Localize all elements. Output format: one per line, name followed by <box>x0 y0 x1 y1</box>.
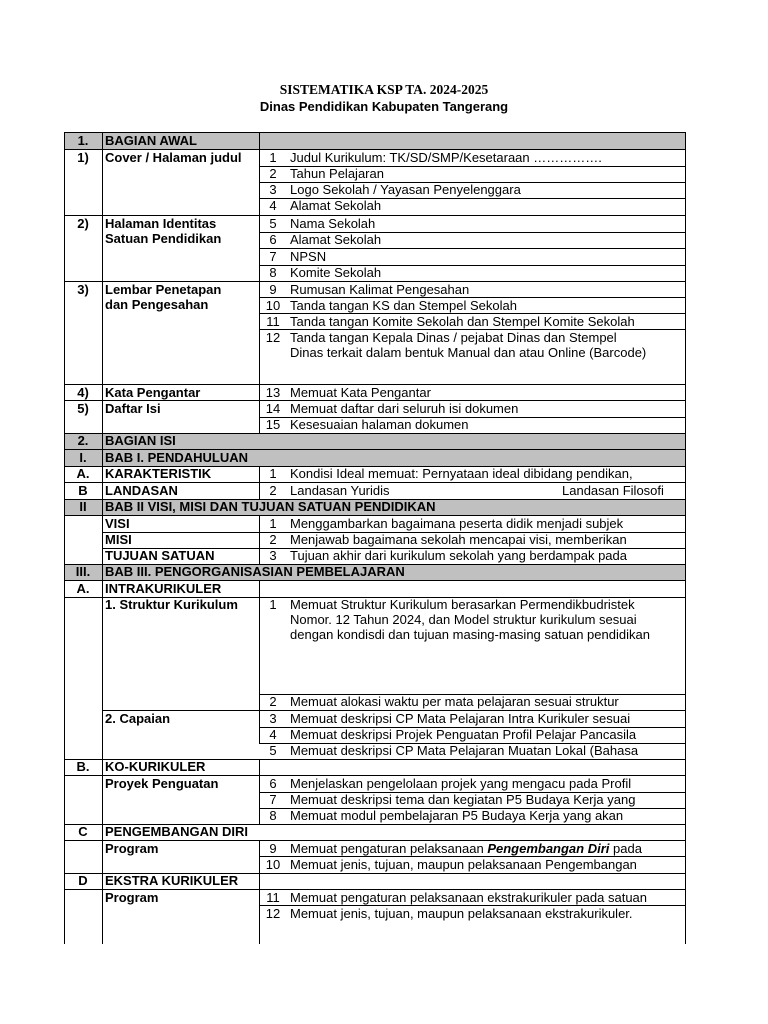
item-text: Tanda tangan KS dan Stempel Sekolah <box>290 298 517 313</box>
section-title: BAGIAN AWAL <box>105 133 197 148</box>
item-text: Landasan Yuridis <box>290 483 390 498</box>
item-number: 3 <box>269 548 277 563</box>
subsection-title: INTRAKURIKULER <box>105 581 222 596</box>
item-text: NPSN <box>290 249 327 264</box>
item-number: 2 <box>269 694 277 709</box>
group-label: KARAKTERISTIK <box>105 466 212 481</box>
item-text: Logo Sekolah / Yayasan Penyelenggara <box>290 182 521 197</box>
item-text: Memuat daftar dari seluruh isi dokumen <box>290 401 519 416</box>
item-number: 12 <box>265 906 281 921</box>
item-number: 1 <box>269 597 277 612</box>
item-text: Menggambarkan bagaimana peserta didik menjadi subjek <box>290 516 624 531</box>
subsection-number: A. <box>76 581 90 596</box>
item-number: 7 <box>269 249 277 264</box>
group-label: Proyek Penguatan <box>105 776 219 791</box>
item-number: 2 <box>269 532 277 547</box>
item-text: Memuat Struktur Kurikulum berasarkan Permendikbudristek Nomor. 12 Tahun 2024, dan Model struktur kurikulum sesuai dengan kondisdi dan tujuan masing-masing satuan pendidikan <box>290 597 650 642</box>
group-label: TUJUAN SATUAN <box>105 548 215 563</box>
item-text: Memuat deskripsi CP Mata Pelajaran Intra Kurikuler sesuai <box>290 711 631 726</box>
item-text: Tahun Pelajaran <box>290 166 384 181</box>
item-text: Alamat Sekolah <box>290 198 382 213</box>
group-label: LANDASAN <box>105 483 178 498</box>
item-number: 7 <box>269 792 277 807</box>
group-label: Halaman Identitas Satuan Pendidikan <box>105 216 222 246</box>
group-label: Kata Pengantar <box>105 385 201 400</box>
subsection-number: D <box>78 873 88 888</box>
item-text: Tanda tangan Komite Sekolah dan Stempel Komite Sekolah <box>290 314 635 329</box>
item-number: 9 <box>269 841 277 856</box>
subsection-number: C <box>78 824 88 839</box>
item-number: 1 <box>269 466 277 481</box>
item-text: Menjawab bagaimana sekolah mencapai visi, memberikan <box>290 532 627 547</box>
item-number: 3 <box>269 711 277 726</box>
item-number: 1 <box>269 150 277 165</box>
item-number: 13 <box>265 385 281 400</box>
item-number: 12 <box>265 330 281 345</box>
item-number: 15 <box>265 417 281 432</box>
item-number: 8 <box>269 808 277 823</box>
group-label: 1. Struktur Kurikulum <box>105 597 238 612</box>
section-number: 2. <box>77 433 89 448</box>
group-number: 1) <box>77 150 89 165</box>
item-text: Tanda tangan Kepala Dinas / pejabat Dinas dan Stempel Dinas terkait dalam bentuk Manual dan atau Online (Barcode) <box>290 330 647 360</box>
item-text: Komite Sekolah <box>290 265 382 280</box>
chapter-title: BAB I. PENDAHULUAN <box>105 450 248 465</box>
chapter-number: I. <box>79 450 87 465</box>
item-number: 5 <box>269 743 277 758</box>
subsection-title: PENGEMBANGAN DIRI <box>105 824 249 839</box>
item-text: Rumusan Kalimat Pengesahan <box>290 282 470 297</box>
item-text-part: pada <box>609 841 642 856</box>
group-label: Cover / Halaman judul <box>105 150 242 165</box>
item-text: Tujuan akhir dari kurikulum sekolah yang berdampak pada <box>290 548 627 563</box>
section-title: BAGIAN ISI <box>105 433 176 448</box>
item-text: Memuat pengaturan pelaksanaan ekstrakurikuler pada satuan <box>290 890 648 905</box>
subsection-number: B. <box>76 759 90 774</box>
item-text: Memuat alokasi waktu per mata pelajaran sesuai struktur <box>290 694 619 709</box>
item-text: Kesesuaian halaman dokumen <box>290 417 469 432</box>
item-number: 10 <box>265 298 281 313</box>
item-text-emphasis: Pengembangan Diri <box>487 841 610 856</box>
item-text: Memuat jenis, tujuan, maupun pelaksanaan ekstrakurikuler. <box>290 906 633 921</box>
group-number: B <box>78 483 88 498</box>
document-subtitle: Dinas Pendidikan Kabupaten Tangerang <box>259 99 509 114</box>
item-number: 2 <box>269 166 277 181</box>
item-text: Memuat deskripsi tema dan kegiatan P5 Budaya Kerja yang <box>290 792 636 807</box>
subsection-title: KO-KURIKULER <box>105 759 206 774</box>
item-number: 8 <box>269 265 277 280</box>
col-divider-1 <box>102 132 103 944</box>
subsection-title: EKSTRA KURIKULER <box>105 873 239 888</box>
item-number: 14 <box>265 401 281 416</box>
group-number: 3) <box>77 282 89 297</box>
ksp-table <box>64 132 686 944</box>
item-text: Memuat deskripsi Projek Penguatan Profil Pelajar Pancasila <box>290 727 637 742</box>
chapter-number: II <box>79 499 87 514</box>
border-right <box>685 132 686 944</box>
group-label: MISI <box>105 532 132 547</box>
group-number: 4) <box>77 385 89 400</box>
item-text-part: Memuat pengaturan pelaksanaan <box>290 841 488 856</box>
border-left <box>64 132 65 944</box>
item-text: Memuat deskripsi CP Mata Pelajaran Muatan Lokal (Bahasa <box>290 743 639 758</box>
item-number: 11 <box>266 314 280 329</box>
chapter-title: BAB III. PENGORGANISASIAN PEMBELAJARAN <box>105 564 405 579</box>
item-number: 10 <box>265 857 281 872</box>
group-number: A. <box>76 466 90 481</box>
group-label: Daftar Isi <box>105 401 161 416</box>
group-label: Program <box>105 841 159 856</box>
document-title: SISTEMATIKA KSP TA. 2024-2025 <box>279 82 489 97</box>
item-text <box>290 841 642 856</box>
group-label: 2. Capaian <box>105 711 171 726</box>
item-text: Memuat jenis, tujuan, maupun pelaksanaan Pengembangan <box>290 857 637 872</box>
item-number: 1 <box>269 516 277 531</box>
col-divider-2 <box>259 132 260 149</box>
chapter-title: BAB II VISI, MISI DAN TUJUAN SATUAN PENDIDIKAN <box>105 499 436 514</box>
item-text: Menjelaskan pengelolaan projek yang mengacu pada Profil <box>290 776 632 791</box>
item-number: 9 <box>269 282 277 297</box>
item-text: Alamat Sekolah <box>290 232 382 247</box>
item-number: 3 <box>269 182 277 197</box>
item-text: Nama Sekolah <box>290 216 376 231</box>
chapter-number: III. <box>75 564 91 579</box>
item-text: Memuat modul pembelajaran P5 Budaya Kerja yang akan <box>290 808 624 823</box>
item-number: 4 <box>269 198 277 213</box>
item-text: Judul Kurikulum: TK/SD/SMP/Kesetaraan ……………. <box>290 150 602 165</box>
item-text: Kondisi Ideal memuat: Pernyataan ideal dibidang pendikan, <box>290 466 633 481</box>
group-label: VISI <box>105 516 130 531</box>
item-number: 5 <box>269 216 277 231</box>
item-number: 11 <box>266 890 280 905</box>
section-number: 1. <box>77 133 89 148</box>
item-number: 6 <box>269 232 277 247</box>
item-number: 4 <box>269 727 277 742</box>
item-text-secondary: Landasan Filosofi <box>562 483 664 498</box>
group-label: Lembar Penetapan dan Pengesahan <box>105 282 222 312</box>
group-label: Program <box>105 890 159 905</box>
group-number: 2) <box>77 216 89 231</box>
item-number: 6 <box>269 776 277 791</box>
item-number: 2 <box>269 483 277 498</box>
group-number: 5) <box>77 401 89 416</box>
item-text: Memuat Kata Pengantar <box>290 385 431 400</box>
